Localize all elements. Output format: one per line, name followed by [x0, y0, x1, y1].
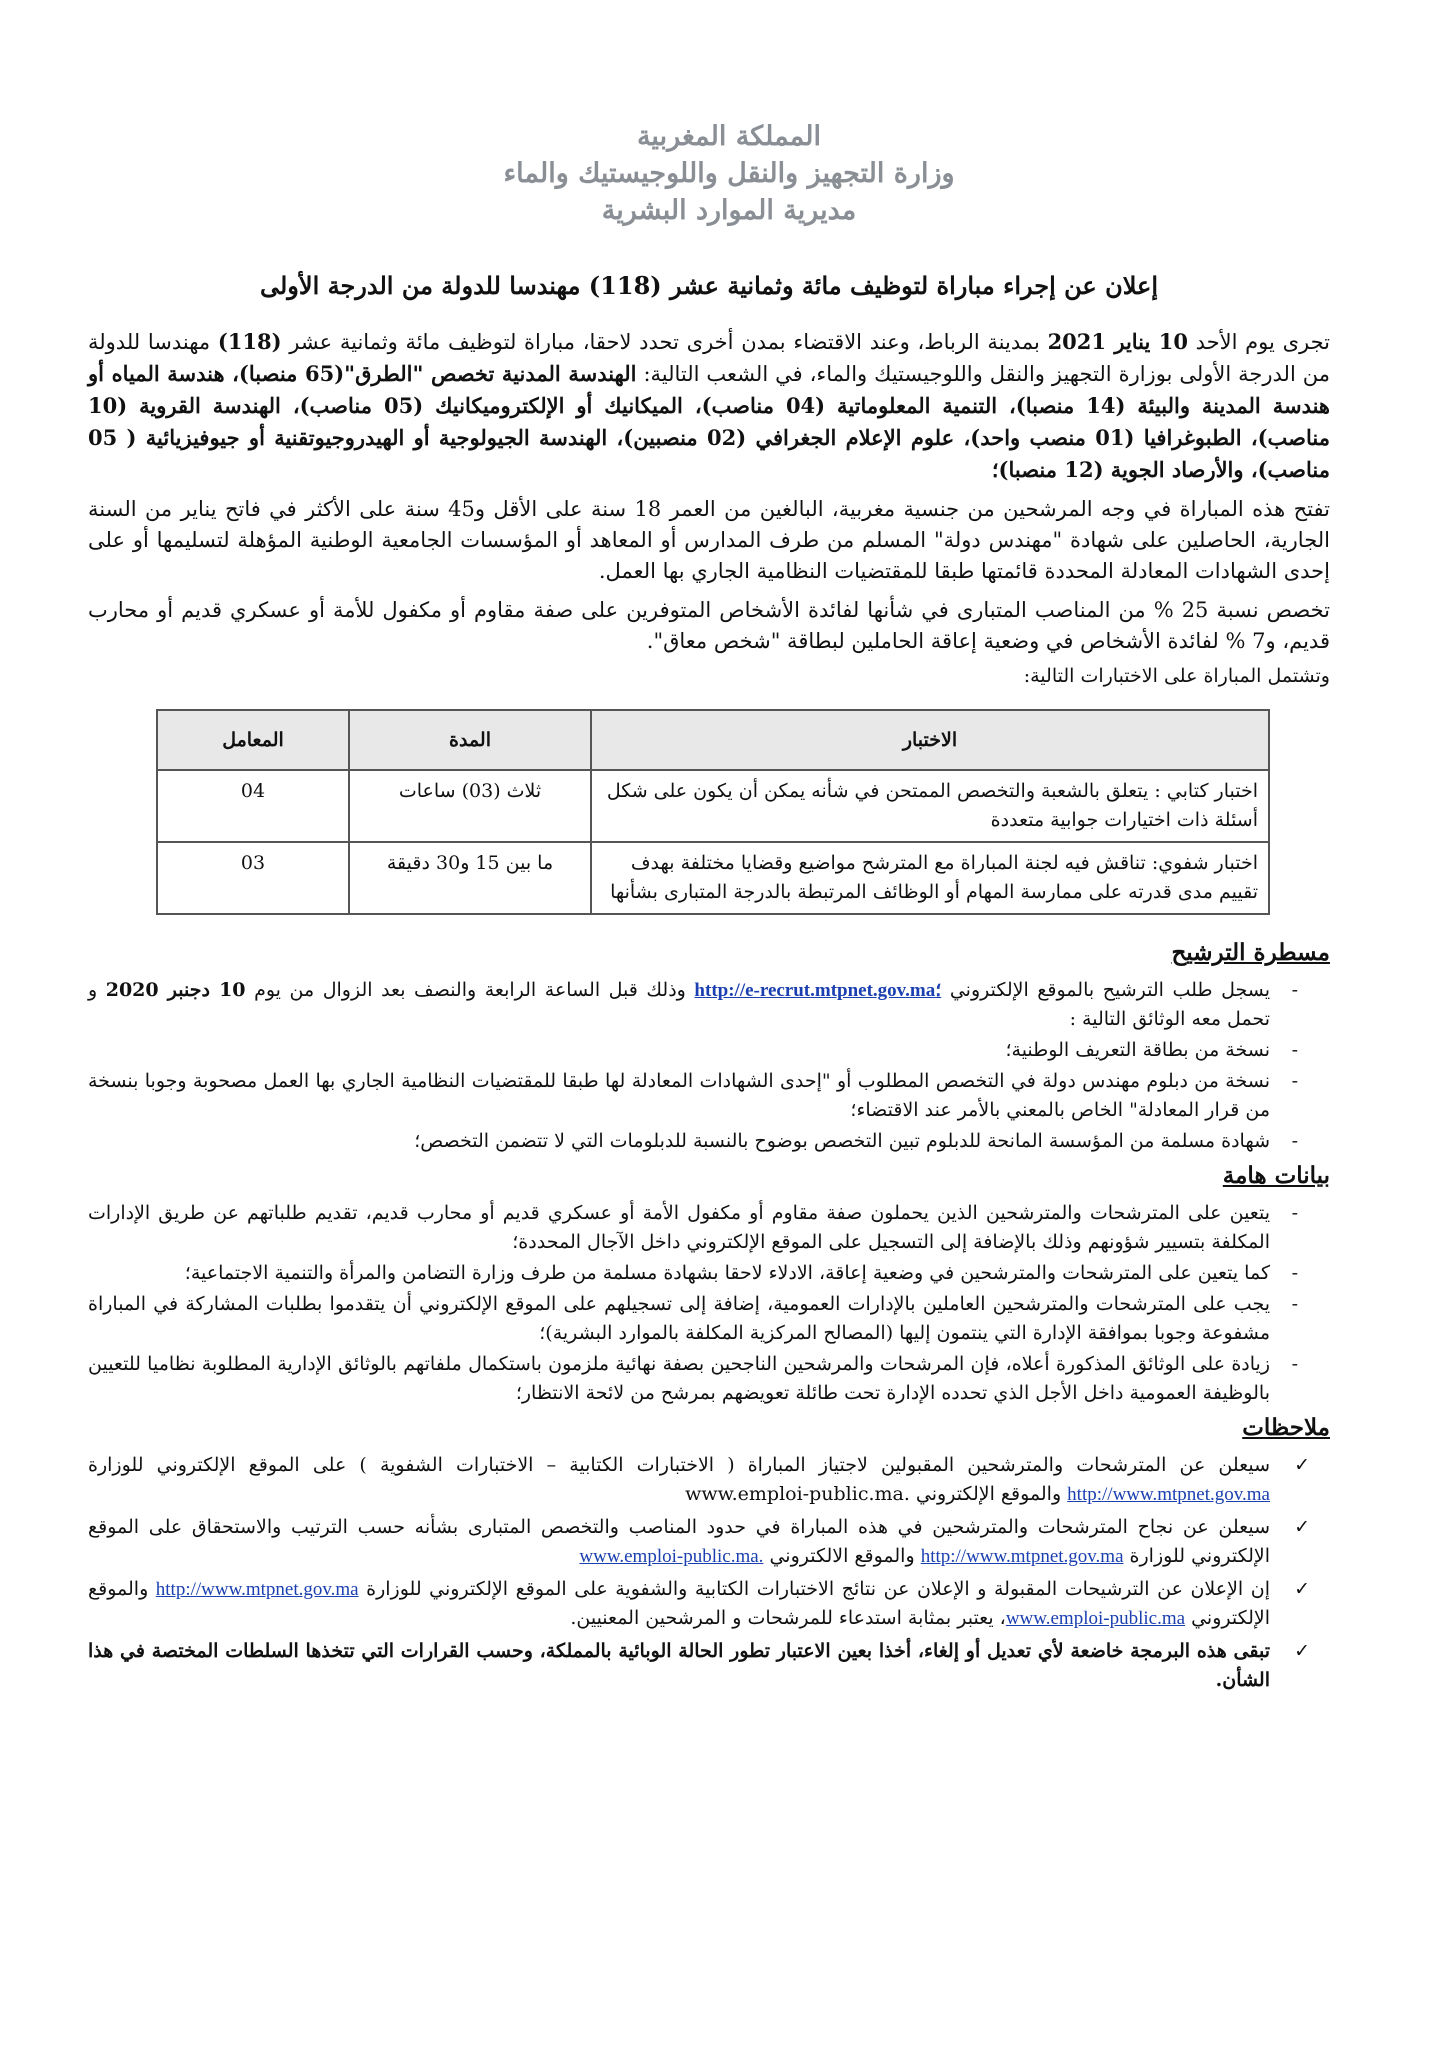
header-coefficient: المعامل	[157, 710, 349, 770]
exams-intro: وتشتمل المباراة على الاختبارات التالية:	[1023, 665, 1330, 687]
positions-count: (118)	[217, 329, 282, 354]
check-icon: ✓	[1294, 1516, 1310, 1538]
emploi-public-link[interactable]: www.emploi-public.ma.	[579, 1546, 764, 1567]
table-header-row	[157, 710, 1269, 770]
check-icon: ✓	[1294, 1640, 1310, 1662]
check-icon: ✓	[1294, 1454, 1310, 1476]
header-exam: الاختبار	[591, 710, 1269, 770]
coefficient-cell: 04	[157, 770, 349, 842]
list-item	[88, 1451, 1310, 1509]
ministry-name: وزارة التجهيز والنقل واللوجيستيك والماء	[503, 158, 955, 189]
list-item	[88, 976, 1270, 1034]
note-text: ، يعتبر بمثابة استدعاء للمرشحات و المرشحين المعنيين.	[570, 1607, 1006, 1629]
specialties-list: الهندسة المدنية تخصص "الطرق"(65 منصبا)، هندسة المياه أو هندسة المدينة والبيئة (14 منصبا)، التنمية المعلوماتية (04 مناصب)، الميكانيك أو الإلكتروميكانيك (05 مناصب)، الهندسة القروية (10 مناصب)، الطبوغرافيا (01 منصب واحد)، علوم الإعلام الجغرافي (02 منصبين)، الهندسة الجيولوجية أو الهيدروجيوتقنية أو جيوفيزيائية ( 05 مناصب)، والأرصاد الجوية (12 منصبا)؛	[88, 361, 1330, 482]
list-item: - نسخة من دبلوم مهندس دولة في التخصص المطلوب أو "إحدى الشهادات المعادلة لها طبقا للمقتضيات النظامية الجاري بها العمل مصحوبة وجوبا بنسخة من قرار المعادلة" الخاص بالمعني بالأمر عند الاقتضاء؛	[88, 1067, 1270, 1125]
item-text: و تحمل معه الوثائق التالية :	[88, 979, 1270, 1030]
list-item: - شهادة مسلمة من المؤسسة المانحة للدبلوم تبين التخصص بوضوح بالنسبة للدبلومات التي لا تتضمن التخصص؛	[88, 1127, 1270, 1156]
duration-cell: ما بين 15 و30 دقيقة	[349, 842, 591, 914]
list-item	[88, 1575, 1310, 1633]
note-text: تبقى هذه البرمجة خاضعة لأي تعديل أو إلغاء، أخذا بعين الاعتبار تطور الحالة الوبائية بالمملكة، وحسب القرارات التي تتخذها السلطات المختصة في هذا الشأن.	[88, 1640, 1270, 1691]
header-duration: المدة	[349, 710, 591, 770]
candidacy-section-title: مسطرة الترشيح	[1171, 939, 1330, 966]
check-icon: ✓	[1294, 1578, 1310, 1600]
e-recrut-link[interactable]: http://e-recrut.mtpnet.gov.ma؛	[694, 980, 942, 1001]
note-text: والموقع الإلكتروني	[909, 1483, 1068, 1505]
list-item: - كما يتعين على المترشحات والمترشحين في وضعية إعاقة، الادلاء لاحقا بشهادة مسلمة من طرف وزارة التضامن والمرأة والتنمية الاجتماعية؛	[88, 1259, 1270, 1288]
intro-paragraph-3: تخصص نسبة 25 % من المناصب المتبارى في شأنها لفائدة الأشخاص المتوفرين على صفة مقاوم أو مكفول للأمة أو عسكري قديم أو محارب قديم، و7 % لفائدة الأشخاص في وضعية إعاقة الحاملين لبطاقة "شخص معاق".	[88, 598, 1330, 653]
table-row	[157, 770, 1269, 842]
duration-cell: ثلاث (03) ساعات	[349, 770, 591, 842]
exam-cell: اختبار كتابي : يتعلق بالشعبة والتخصص الممتحن في شأنه يمكن أن يكون على شكل أسئلة ذات اختيارات جوابية متعددة	[591, 770, 1269, 842]
item-text: وذلك قبل الساعة الرابعة والنصف بعد الزوال من يوم	[245, 979, 695, 1001]
candidacy-list	[88, 976, 1330, 1156]
important-list	[88, 1199, 1330, 1408]
coefficient-cell: 03	[157, 842, 349, 914]
deadline-date: 10 دجنبر 2020	[105, 979, 246, 1001]
notes-list	[88, 1451, 1330, 1695]
intro-paragraph-1	[88, 326, 1330, 486]
mtpnet-link[interactable]: http://www.mtpnet.gov.ma	[1067, 1484, 1270, 1505]
note-text: والموقع الالكتروني	[763, 1545, 921, 1567]
important-section-title: بيانات هامة	[1222, 1162, 1330, 1189]
intro-text: مهندسا للدولة من الدرجة الأولى بوزارة التجهيز والنقل واللوجيستيك والماء، في الشعب التالية:	[88, 330, 1330, 386]
kingdom-name: المملكة المغربية	[636, 121, 822, 152]
list-item: - نسخة من بطاقة التعريف الوطنية؛	[88, 1036, 1270, 1065]
emploi-public-text: www.emploi-public.ma.	[685, 1483, 910, 1505]
list-item: - زيادة على الوثائق المذكورة أعلاه، فإن المرشحات والمرشحين الناجحين بصفة نهائية ملزمون باستكمال ملفاتهم بالوثائق الإدارية المطلوبة نظاميا للتعيين بالوظيفة العمومية داخل الأجل الذي تحدده الإدارة تحت طائلة تعويضهم بمرشح من لائحة الانتظار؛	[88, 1350, 1270, 1408]
list-item	[88, 1637, 1310, 1695]
list-item	[88, 1513, 1310, 1571]
note-text: والموقع الإلكتروني	[88, 1578, 1270, 1629]
list-item: - يجب على المترشحات والمترشحين العاملين بالإدارات العمومية، إضافة إلى تسجيلهم على الموقع الإلكتروني أن يتقدموا بطلبات المشاركة في المباراة مشفوعة وجوبا بموافقة الإدارة التي ينتمون إليها (المصالح المركزية المكلفة بالموارد البشرية)؛	[88, 1290, 1270, 1348]
note-text: إن الإعلان عن الترشيحات المقبولة و الإعلان عن نتائج الاختبارات الكتابية والشفوية على الموقع الإلكتروني للوزارة	[358, 1578, 1270, 1600]
directorate-name: مديرية الموارد البشرية	[601, 195, 857, 226]
mtpnet-link[interactable]: http://www.mtpnet.gov.ma	[155, 1579, 359, 1600]
announcement-title: إعلان عن إجراء مباراة لتوظيف مائة وثمانية عشر (118) مهندسا للدولة من الدرجة الأولى	[259, 271, 1159, 300]
note-text: سيعلن عن المترشحات والمترشحين المقبولين لاجتياز المباراة ( الاختبارات الكتابية – الاختبارات الشفوية ) على الموقع الإلكتروني للوزارة	[88, 1454, 1270, 1476]
item-text: يسجل طلب الترشيح بالموقع الإلكتروني	[941, 979, 1270, 1001]
letterhead	[88, 118, 1370, 229]
emploi-public-link[interactable]: www.emploi-public.ma	[1005, 1608, 1186, 1629]
exam-cell: اختبار شفوي: تناقش فيه لجنة المباراة مع المترشح مواضيع وقضايا مختلفة بهدف تقييم مدى قدرته على ممارسة المهام أو الوظائف المرتبطة بالدرجة المتبارى بشأنها	[591, 842, 1269, 914]
list-item: - يتعين على المترشحات والمترشحين الذين يحملون صفة مقاوم أو مكفول الأمة أو عسكري قديم أو محارب قديم، تقديم طلباتهم عن طريق الإدارات المكلفة بتسيير شؤونهم وذلك بالإضافة إلى التسجيل على الموقع الإلكتروني داخل الآجال المحددة؛	[88, 1199, 1270, 1257]
exam-date: 10 يناير 2021	[1047, 329, 1188, 354]
note-text: سيعلن عن نجاح المترشحات والمترشحين في هذه المباراة في حدود المناصب والتخصص المتبارى بشأنه حسب الترتيب والاستحقاق على الموقع الإلكتروني للوزارة	[88, 1516, 1270, 1567]
notes-section-title: ملاحظات	[1242, 1414, 1330, 1441]
table-row	[157, 842, 1269, 914]
intro-paragraph-2: تفتح هذه المباراة في وجه المرشحين من جنسية مغربية، البالغين من العمر 18 سنة على الأقل و45 سنة على الأكثر في فاتح يناير من السنة الجارية، الحاصلين على شهادة "مهندس دولة" المسلم من طرف المدارس أو المعاهد أو المؤسسات الجامعية الوطنية المؤهلة لتسليمها أو على إحدى الشهادات المعادلة المحددة قائمتها طبقا للمقتضيات النظامية الجاري بها العمل.	[88, 497, 1330, 583]
mtpnet-link[interactable]: http://www.mtpnet.gov.ma	[920, 1546, 1124, 1567]
intro-text: تجرى يوم الأحد	[1187, 330, 1330, 354]
intro-text: بمدينة الرباط، وعند الاقتضاء بمدن أخرى تحدد لاحقا، مباراة لتوظيف مائة وثمانية عشر	[281, 330, 1048, 354]
exams-table	[156, 709, 1270, 915]
